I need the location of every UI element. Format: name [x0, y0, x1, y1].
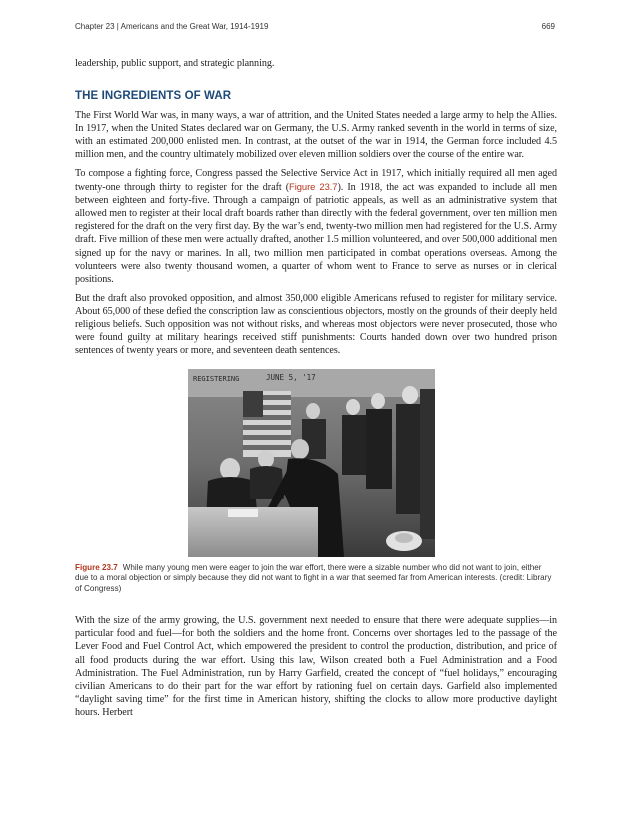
draft-registration-photo	[188, 369, 435, 557]
figure-label: Figure 23.7	[75, 562, 118, 572]
paragraph-selective-service	[75, 167, 557, 285]
page-content	[75, 57, 557, 719]
lead-paragraph: leadership, public support, and strategic planning.	[75, 58, 275, 69]
page-number: 669	[541, 22, 555, 31]
figure-caption	[75, 563, 557, 595]
section-heading: THE INGREDIENTS OF WAR	[75, 90, 232, 103]
running-header	[75, 22, 555, 31]
paragraph-text-end: ). In 1918, the act was expanded to include all men between eighteen and forty-five. Through a campaign of patriotic appeals, as well as an administrative system that allowed men to register at their local draft boards rather than directly with the federal government, over ten million men registered for the draft on the very first day. By the war’s end, twenty-two million men had registered for the U.S. Army draft. Five million of these men were actually drafted, another 1.5 million volunteered, and over 500,000 additional men signed up for the navy or marines. In all, two million men participated in combat operations overseas. Among the volunteers were also twenty thousand women, a quarter of whom went to France to serve as nurses or in clerical positions.	[75, 182, 557, 285]
caption-text: While many young men were eager to join the war effort, there were a sizable number who did not want to join, either due to a moral objection or simply because they did not want to fight in a war that seemed far from American interests. (credit: Library of Congress)	[75, 562, 552, 593]
paragraph-army-size: The First World War was, in many ways, a war of attrition, and the United States needed a large army to help the Allies. In 1917, when the United States declared war on Germany, the U.S. Army ranked seventh in the world in terms of size, with an estimated 200,000 enlisted men. In contrast, at the outset of the war in 1914, the German force included 4.5 million men, and the country ultimately mobilized over eleven million soldiers over the course of the entire war.	[75, 110, 557, 161]
paragraph-draft-opposition: But the draft also provoked opposition, and almost 350,000 eligible Americans refused to register for military service. About 65,000 of these defied the conscription law as conscientious objectors, mostly on the grounds of their deeply held religious beliefs. Such opposition was not without risks, and whereas most objectors were never prosecuted, those who were found guilty at military hearings received stiff punishments: Courts handed down over two hundred prison sentences of twenty years or more, and seventeen death sentences.	[75, 292, 557, 356]
photo-sign-registering: REGISTERING	[193, 374, 240, 383]
paragraph-text-start: To compose a fighting force, Congress passed the Selective Service Act in 1917, which initially required all men aged twenty-one through thirty to register for the draft (	[75, 168, 557, 194]
chapter-title: Chapter 23 | Americans and the Great War, 1914-1919	[75, 22, 269, 31]
photo-sign-date: JUNE 5, '17	[266, 372, 316, 382]
figure-link[interactable]: Figure 23.7	[289, 181, 338, 193]
paragraph-supplies: With the size of the army growing, the U.S. government next needed to ensure that there were adequate supplies—in particular food and fuel—for both the soldiers and the home front. Concerns over shortages led to the passage of the Lever Food and Fuel Control Act, which empowered the president to control the production, distribution, and price of all food products during the war effort. Using this law, Wilson created both a Fuel Administration and a Food Administration. The Fuel Administration, run by Harry Garfield, created the concept of “fuel holidays,” encouraging civilian Americans to do their part for the war effort by rationing fuel on certain days. Garfield also implemented “daylight saving time” for the first time in American history, shifting the clocks to allow more productive daylight hours. Herbert	[75, 615, 557, 718]
flag-graphic	[243, 391, 291, 457]
figure-23-7	[75, 369, 557, 595]
